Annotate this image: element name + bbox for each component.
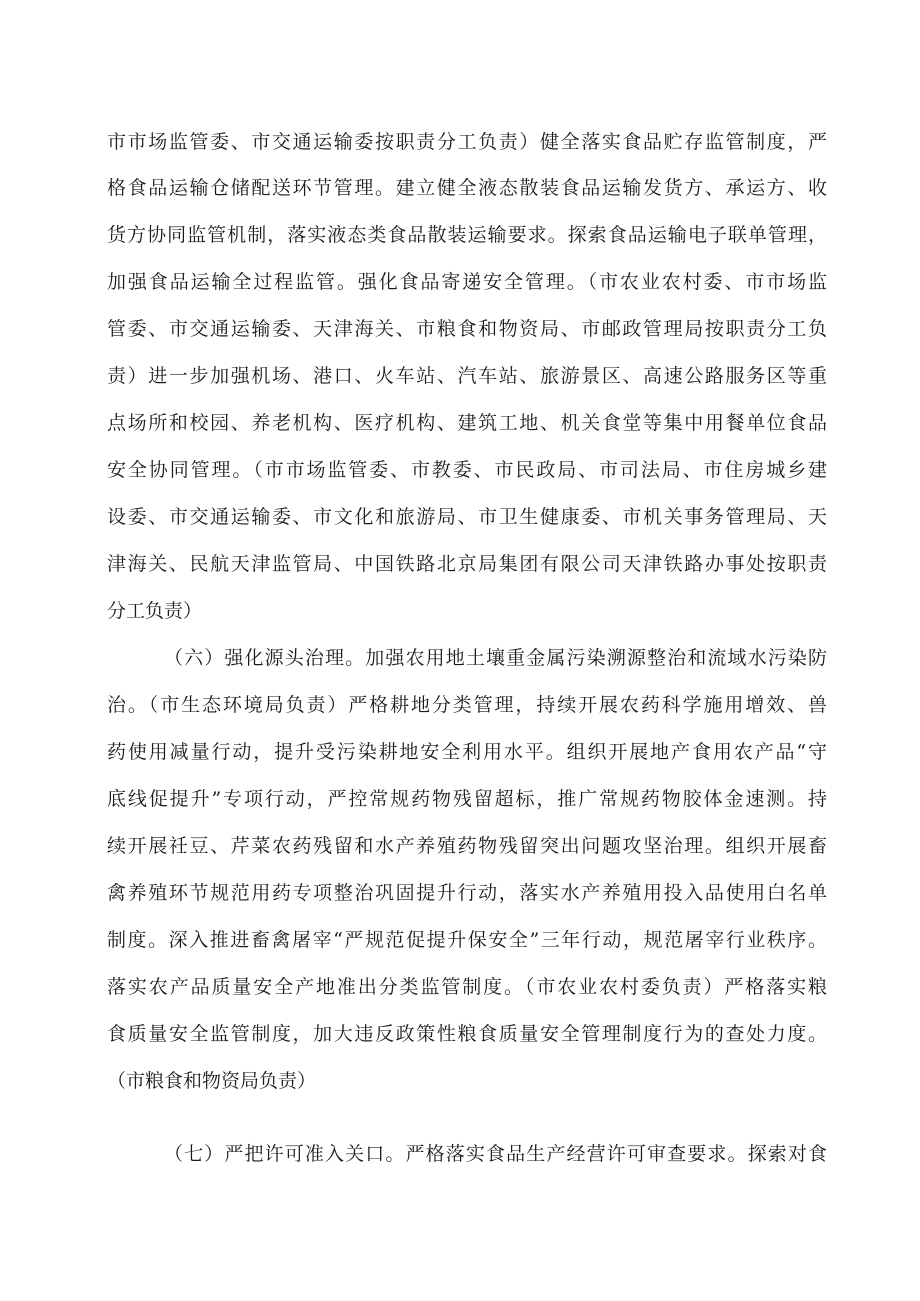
text-line: 设委、市交通运输委、市文化和旅游局、市卫生健康委、市机关事务管理局、天	[107, 506, 827, 528]
text-line: 点场所和校园、养老机构、医疗机构、建筑工地、机关食堂等集中用餐单位食品	[107, 412, 827, 434]
text-line: （市粮食和物资局负责）	[107, 1070, 317, 1092]
text-line: 食质量安全监管制度，加大违反政策性粮食质量安全管理制度行为的查处力度。	[107, 1023, 827, 1045]
text-line: 制度。深入推进畜禽屠宰“严规范促提升保安全”三年行动，规范屠宰行业秩序。	[107, 929, 827, 951]
text-line: 加强食品运输全过程监管。强化食品寄递安全管理。（市农业农村委、市市场监	[107, 271, 827, 293]
text-line: 续开展祍豆、芹菜农药残留和水产养殖药物残留突出问题攻坚治理。组织开展畜	[107, 835, 827, 857]
text-line: 落实农产品质量安全产地准出分类监管制度。（市农业农村委负责）严格落实粮	[107, 976, 827, 998]
text-line: 安全协同管理。（市市场监管委、市教委、市民政局、市司法局、市住房城乡建	[107, 459, 827, 481]
text-line: 治。（市生态环境局负责）严格耕地分类管理，持续开展农药科学施用增效、兽	[107, 694, 827, 716]
paragraph-heading-line: （六）强化源头治理。加强农用地土壤重金属污染溯源整治和流域水污染防	[164, 647, 827, 669]
text-line: 分工负责）	[107, 600, 203, 622]
paragraph-heading-line: （七）严把许可准入关口。严格落实食品生产经营许可审查要求。探索对食	[164, 1143, 827, 1165]
text-line: 货方协同监管机制，落实液态类食品散装运输要求。探索食品运输电子联单管理，	[107, 224, 827, 246]
text-line: 津海关、民航天津监管局、中国铁路北京局集团有限公司天津铁路办事处按职责	[107, 553, 827, 575]
text-line: 格食品运输仓储配送环节管理。建立健全液态散装食品运输发货方、承运方、收	[107, 177, 827, 199]
text-line: 市市场监管委、市交通运输委按职责分工负责）健全落实食品贮存监管制度，严	[107, 131, 827, 153]
text-line: 禽养殖环节规范用药专项整治巩固提升行动，落实水产养殖用投入品使用白名单	[107, 882, 827, 904]
text-line: 责）进一步加强机场、港口、火车站、汽车站、旅游景区、高速公路服务区等重	[107, 365, 827, 387]
text-line: 底线促提升”专项行动，严控常规药物残留超标，推广常规药物胶体金速测。持	[107, 788, 827, 810]
text-line: 管委、市交通运输委、天津海关、市粮食和物资局、市邮政管理局按职责分工负	[107, 318, 827, 340]
text-line: 药使用减量行动，提升受污染耕地安全利用水平。组织开展地产食用农产品“守	[107, 741, 827, 763]
